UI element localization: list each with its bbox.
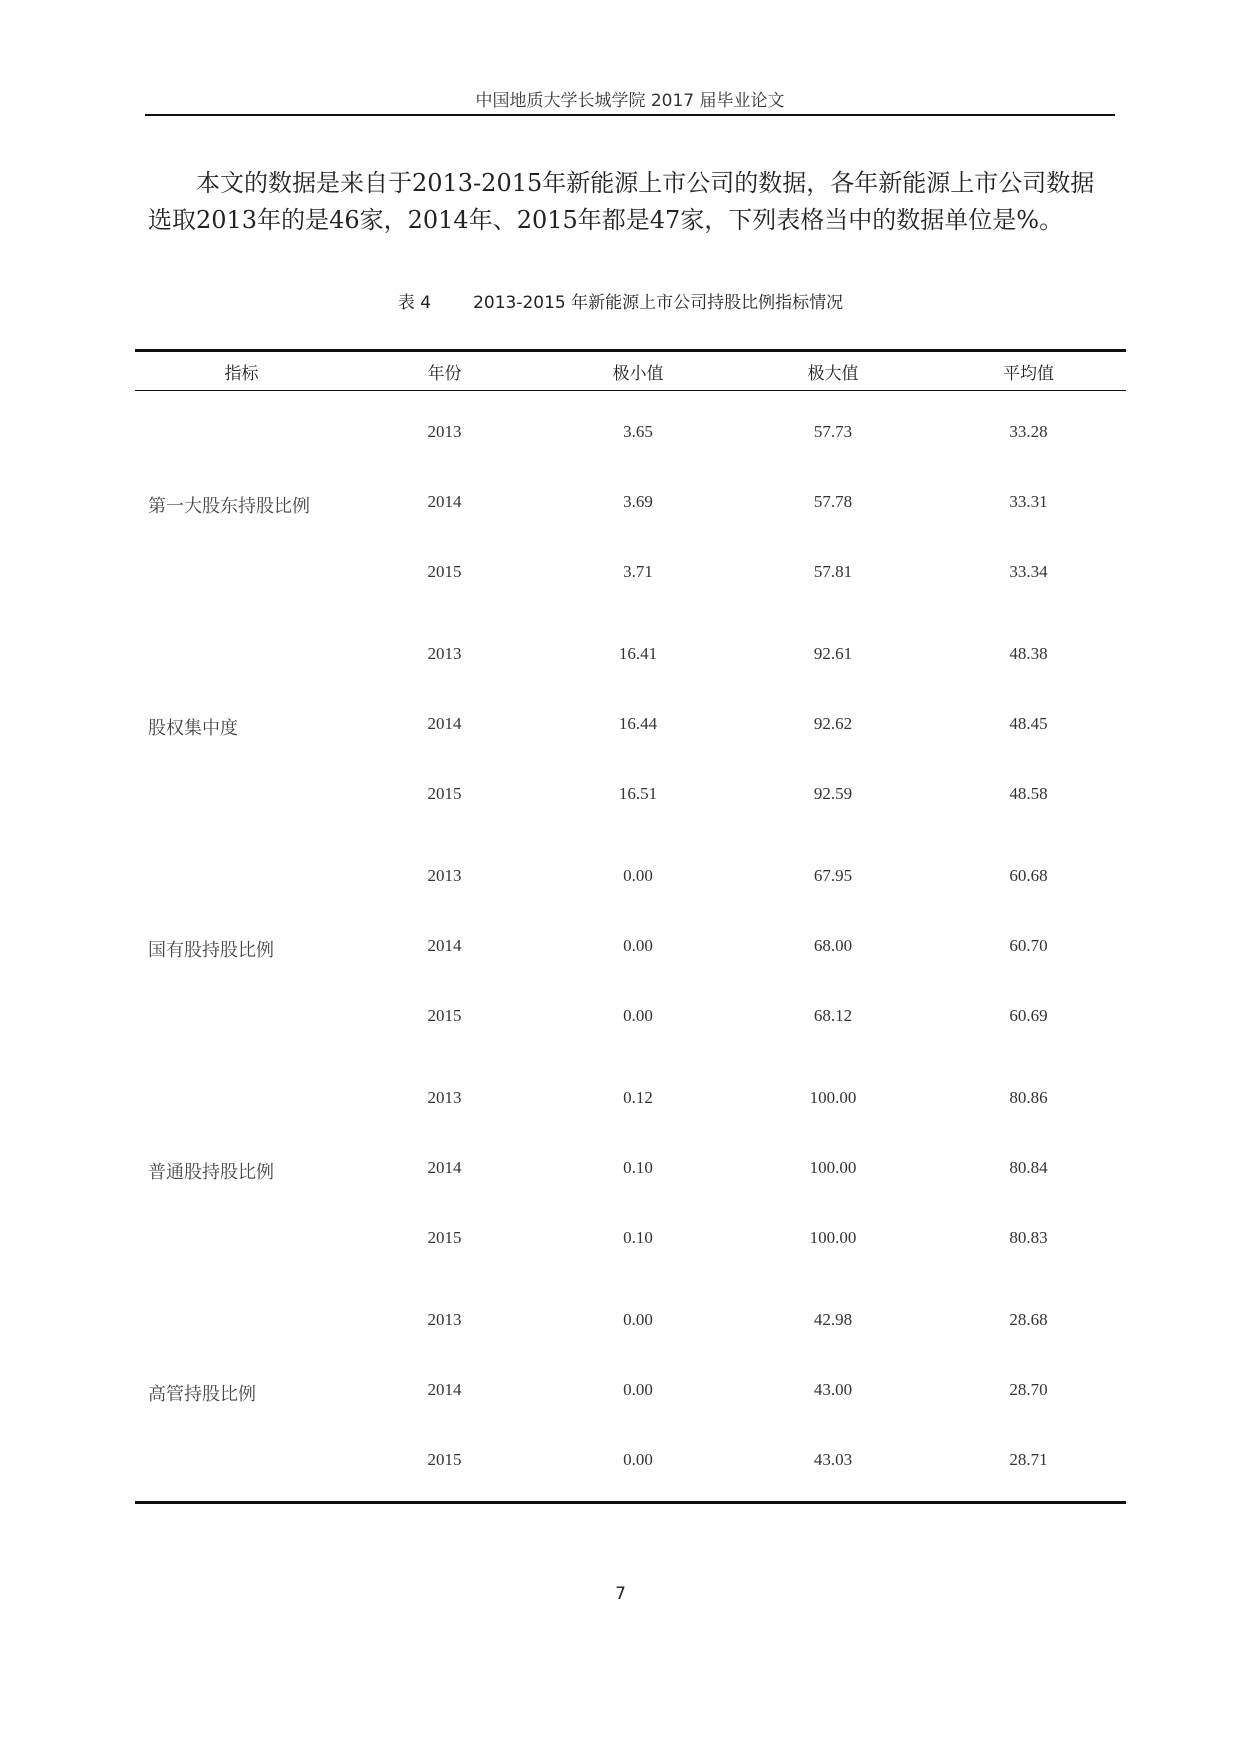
- table-row: [135, 835, 1126, 911]
- year-cell: 2015: [427, 1228, 462, 1247]
- min-cell: 0.00: [623, 1380, 653, 1399]
- indicator-cell: 普通股持股比例: [148, 1162, 274, 1183]
- column-header-min: 极小值: [612, 363, 664, 384]
- max-cell: 92.62: [813, 714, 853, 733]
- mean-cell: 60.70: [1009, 936, 1048, 955]
- max-cell: 68.12: [813, 1006, 853, 1025]
- year-cell: 2013: [427, 1310, 462, 1329]
- min-cell: 0.00: [623, 1006, 653, 1025]
- mean-cell: 33.34: [1009, 562, 1048, 581]
- year-cell: 2014: [427, 714, 462, 733]
- data-table: [135, 349, 1126, 1504]
- page-number: 7: [615, 1584, 626, 1604]
- min-cell: 0.10: [623, 1158, 653, 1177]
- max-cell: 43.00: [813, 1380, 853, 1399]
- table-body: [135, 391, 1126, 1503]
- table-caption: [0, 288, 1241, 313]
- min-cell: 3.69: [623, 492, 653, 511]
- body-paragraph: 本文的数据是来自于2013-2015年新能源上市公司的数据，各年新能源上市公司数据选取2013年的是46家，2014年、2015年都是47家，下列表格当中的数据单位是%。: [148, 169, 1095, 234]
- running-header: 中国地质大学长城学院 2017 届毕业论文: [475, 91, 785, 111]
- indicator-cell: 高管持股比例: [148, 1384, 256, 1405]
- max-cell: 100.00: [809, 1158, 857, 1177]
- min-cell: 0.00: [623, 1310, 653, 1329]
- min-cell: 0.00: [623, 866, 653, 885]
- table-header-row: [135, 351, 1126, 391]
- min-cell: 3.71: [623, 562, 653, 581]
- table-row: [135, 391, 1126, 468]
- table-caption-label: 表 4: [397, 293, 432, 313]
- year-cell: 2013: [427, 1088, 462, 1107]
- table-row: [135, 1279, 1126, 1355]
- indicator-cell: 第一大股东持股比例: [148, 496, 310, 517]
- year-cell: 2014: [427, 1158, 462, 1177]
- year-cell: 2015: [427, 1450, 462, 1469]
- year-cell: 2015: [427, 562, 462, 581]
- year-cell: 2013: [427, 866, 462, 885]
- year-cell: 2014: [427, 936, 462, 955]
- max-cell: 68.00: [813, 936, 853, 955]
- min-cell: 16.44: [618, 714, 658, 733]
- max-cell: 67.95: [813, 866, 853, 885]
- max-cell: 43.03: [813, 1450, 853, 1469]
- mean-cell: 60.68: [1009, 866, 1048, 885]
- indicator-cell: 股权集中度: [148, 718, 238, 739]
- year-cell: 2013: [427, 422, 462, 441]
- max-cell: 42.98: [813, 1310, 853, 1329]
- max-cell: 92.59: [813, 784, 853, 803]
- year-cell: 2014: [427, 1380, 462, 1399]
- year-cell: 2014: [427, 492, 462, 511]
- year-cell: 2015: [427, 1006, 462, 1025]
- column-header-year: 年份: [427, 363, 462, 384]
- max-cell: 57.78: [813, 492, 853, 511]
- table-row: [135, 613, 1126, 689]
- column-header-indicator: 指标: [224, 363, 259, 384]
- table-head: [135, 351, 1126, 391]
- year-cell: 2015: [427, 784, 462, 803]
- mean-cell: 80.86: [1009, 1088, 1048, 1107]
- mean-cell: 80.84: [1009, 1158, 1048, 1177]
- table-caption-title: 2013-2015 年新能源上市公司持股比例指标情况: [473, 293, 844, 313]
- mean-cell: 80.83: [1009, 1228, 1048, 1247]
- year-cell: 2013: [427, 644, 462, 663]
- column-header-max: 极大值: [807, 363, 859, 384]
- mean-cell: 48.45: [1009, 714, 1048, 733]
- mean-cell: 28.70: [1009, 1380, 1048, 1399]
- mean-cell: 48.58: [1009, 784, 1048, 803]
- max-cell: 92.61: [813, 644, 853, 663]
- column-header-mean: 平均值: [1003, 363, 1054, 384]
- indicator-cell: 国有股持股比例: [148, 940, 274, 961]
- min-cell: 0.12: [623, 1088, 653, 1107]
- max-cell: 57.81: [813, 562, 853, 581]
- min-cell: 16.41: [618, 644, 658, 663]
- min-cell: 0.00: [623, 936, 653, 955]
- max-cell: 100.00: [809, 1088, 857, 1107]
- min-cell: 0.10: [623, 1228, 653, 1247]
- mean-cell: 28.68: [1009, 1310, 1048, 1329]
- max-cell: 57.73: [813, 422, 853, 441]
- mean-cell: 60.69: [1009, 1006, 1048, 1025]
- table-row: [135, 1057, 1126, 1133]
- header-rule: [145, 114, 1115, 116]
- mean-cell: 48.38: [1009, 644, 1048, 663]
- min-cell: 3.65: [623, 422, 653, 441]
- mean-cell: 33.31: [1009, 492, 1048, 511]
- mean-cell: 28.71: [1009, 1450, 1048, 1469]
- max-cell: 100.00: [809, 1228, 857, 1247]
- mean-cell: 33.28: [1009, 422, 1048, 441]
- min-cell: 0.00: [623, 1450, 653, 1469]
- min-cell: 16.51: [618, 784, 658, 803]
